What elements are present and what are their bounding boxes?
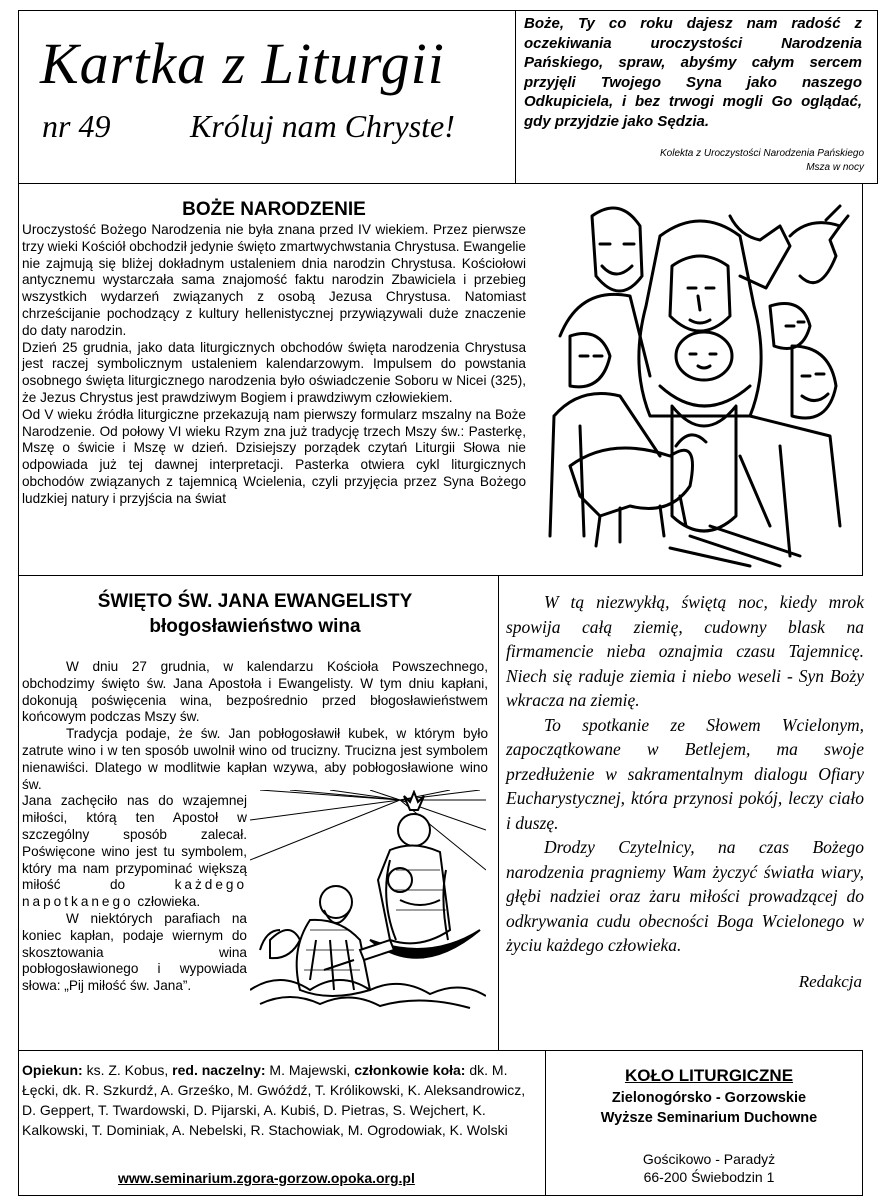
saint-john-engraving — [250, 790, 486, 1016]
john-subheading: błogosławieństwo wina — [149, 616, 361, 637]
christmas-article — [22, 222, 526, 508]
christmas-paragraph: Od V wieku źródła liturgiczne przekazują nam pierwszy formularz mszalny na Boże Narodzenie. Od połowy VI wieku Rzym zna już tradycję trzech Mszy św.: Pasterkę, Mszę o świcie i Mszę w dzień. Dzisiejszy porządek czytań Liturgii Słowa nie odpowiada już tej dawnej interpretacji. Pasterka otwiera cykl liturgicznych obchodów związanych z tajemnicą Wcielenia, czyli przyjęcia przez Syna Bożego ludzkiej natury i przyjścia na świat — [22, 406, 526, 506]
nativity-illustration — [540, 196, 852, 568]
circle-name: KOŁO LITURGICZNE — [624, 1066, 794, 1085]
john-paragraph: W dniu 27 grudnia, w kalendarzu Kościoła Powszechnego, obchodzimy święto św. Jana Apostoła i Ewangelisty. W tym dniu kapłani, dokonują poświęcenia wina, bezpośrednio przed błogosławieństwem końcowym podczas Mszy św. — [22, 659, 488, 725]
christmas-paragraph: Uroczystość Bożego Narodzenia nie była znana przed IV wiekiem. Przez pierwsze trzy wieki Kościół obchodził jedynie święto zmartwychwstania Chrystusa. Ewangelie nie zajmują się bliżej dokładnym ustaleniem dnia narodzin Chrystusa. Kościołowi antycznemu wystarczała sama znajomość faktu narodzin Zbawiciela i przebieg wszystkich wydarzeń związanych z osobą Jezusa Chrystusa. Natomiast chrześcijanie pochodzący z kultury hellenistycznej przywiązywali duże znaczenie do daty narodzin. — [22, 222, 526, 338]
issue-number: nr 49 — [42, 108, 111, 144]
christmas-heading: BOŻE NARODZENIE — [182, 199, 366, 220]
newsletter-title: Kartka z Liturgii — [40, 31, 445, 96]
prayer-source — [660, 147, 864, 175]
opening-prayer: Boże, Ty co roku dajesz nam radość z oczekiwania uroczystości Narodzenia Pańskiego, spraw, abyśmy całym sercem przyjęli Twojego Syna jako naszego Odkupiciela, i bez trwogi mogli Go oglądać, gdy przyjdzie jako Sędzia. — [524, 15, 862, 130]
john-paragraph: Tradycja podaje, że św. Jan pobłogosławił kubek, w którym było zatrute wino i w ten sposób uwolnił wino od trucizny. Trucizna jest symbolem nienawiści. Dlatego w modlitwie kapłan wzywa, aby pobłogosławione wino św. — [22, 726, 488, 792]
circle-subtitle-2: Wyższe Seminarium Duchowne — [600, 1110, 818, 1126]
john-text-spaced: każdego napotkanego — [22, 877, 248, 910]
editor-label: red. naczelny: — [172, 1062, 266, 1078]
christmas-greeting — [506, 590, 864, 958]
john-text: człowieka. — [137, 894, 201, 910]
prayer-source-line1: Kolekta z Uroczystości Narodzenia Pańskiego — [660, 148, 864, 159]
greeting-paragraph: W tą niezwykłą, świętą noc, kiedy mrok spowija całą ziemię, cudowny blask na firmamencie nieba oznajmia czasu Tajemnicę. Niech się raduje ziemia i niebo weseli - Syn Boży wkracza na ziemię. — [506, 592, 864, 710]
motto: Króluj nam Chryste! — [190, 108, 455, 144]
prayer-source-line2: Msza w nocy — [806, 162, 864, 173]
seminary-website-link[interactable]: www.seminarium.zgora-gorzow.opoka.org.pl — [118, 1170, 415, 1186]
signature: Redakcja — [798, 972, 862, 991]
members-label: członkowie koła: — [354, 1062, 466, 1078]
liturgical-circle-info — [548, 1066, 870, 1186]
staff-list — [22, 1060, 542, 1140]
address-line-1: Gościkowo - Paradyż — [642, 1151, 776, 1167]
greeting-paragraph: Drodzy Czytelnicy, na czas Bożego narodzenia pragniemy Wam życzyć światła wiary, głębi nadziei oraz żaru miłości prowadzącej do odkrywania cudu obecności Boga Wcielonego w życiu każdego człowieka. — [506, 837, 864, 955]
members-names: dk. M. Łęcki, dk. R. Szkurdź, A. Grześko, M. Gwóźdź, T. Królikowski, K. Aleksandrowicz, D. Geppert, T. Twardowski, D. Pijarski, A. Kubiś, D. Pietras, S. Wejchert, K. Kalkowski, T. Dominiak, A. Nebelski, R. Stachowiak, M. Ogrodowiak, K. Wolski — [22, 1062, 526, 1138]
john-paragraph — [22, 793, 247, 911]
opiekun-name: ks. Z. Kobus, — [86, 1062, 169, 1078]
opiekun-label: Opiekun: — [22, 1062, 83, 1078]
christmas-paragraph: Dzień 25 grudnia, jako data liturgicznych obchodów święta narodzenia Chrystusa jest raczej symbolicznym ustaleniem kalendarzowym. Impulsem do powstania osobnego święta liturgicznego narodzenia było oświadczenie Soboru w Nicei (325), że Jezus Chrystus jest prawdziwym Bogiem i prawdziwym człowiekiem. — [22, 339, 526, 405]
address-line-2: 66-200 Świebodzin 1 — [643, 1169, 775, 1185]
circle-subtitle-1: Zielonogórsko - Gorzowskie — [611, 1090, 807, 1106]
john-heading: ŚWIĘTO ŚW. JANA EWANGELISTY — [97, 591, 413, 612]
editor-name: M. Majewski, — [269, 1062, 351, 1078]
john-text: Jana zachęciło nas do wzajemnej miłości, którą ten Apostoł w szczególny sposób zalecał. Poświęcone wino jest tu symbolem, który ma nam przypominać większą miłość do — [22, 793, 247, 893]
greeting-paragraph: To spotkanie ze Słowem Wcielonym, zapoczątkowane w Betlejem, ma swoje przedłużenie w sakramentalnym dialogu Ofiary Eucharystycznej, która przynosi pokój, leczy ciało i duszę. — [506, 714, 864, 833]
john-paragraph: W niektórych parafiach na koniec kapłan, podaje wiernym do skosztowania wina pobłogosławionego i wypowiada słowa: „Pij miłość św. Jana”. — [22, 910, 247, 994]
